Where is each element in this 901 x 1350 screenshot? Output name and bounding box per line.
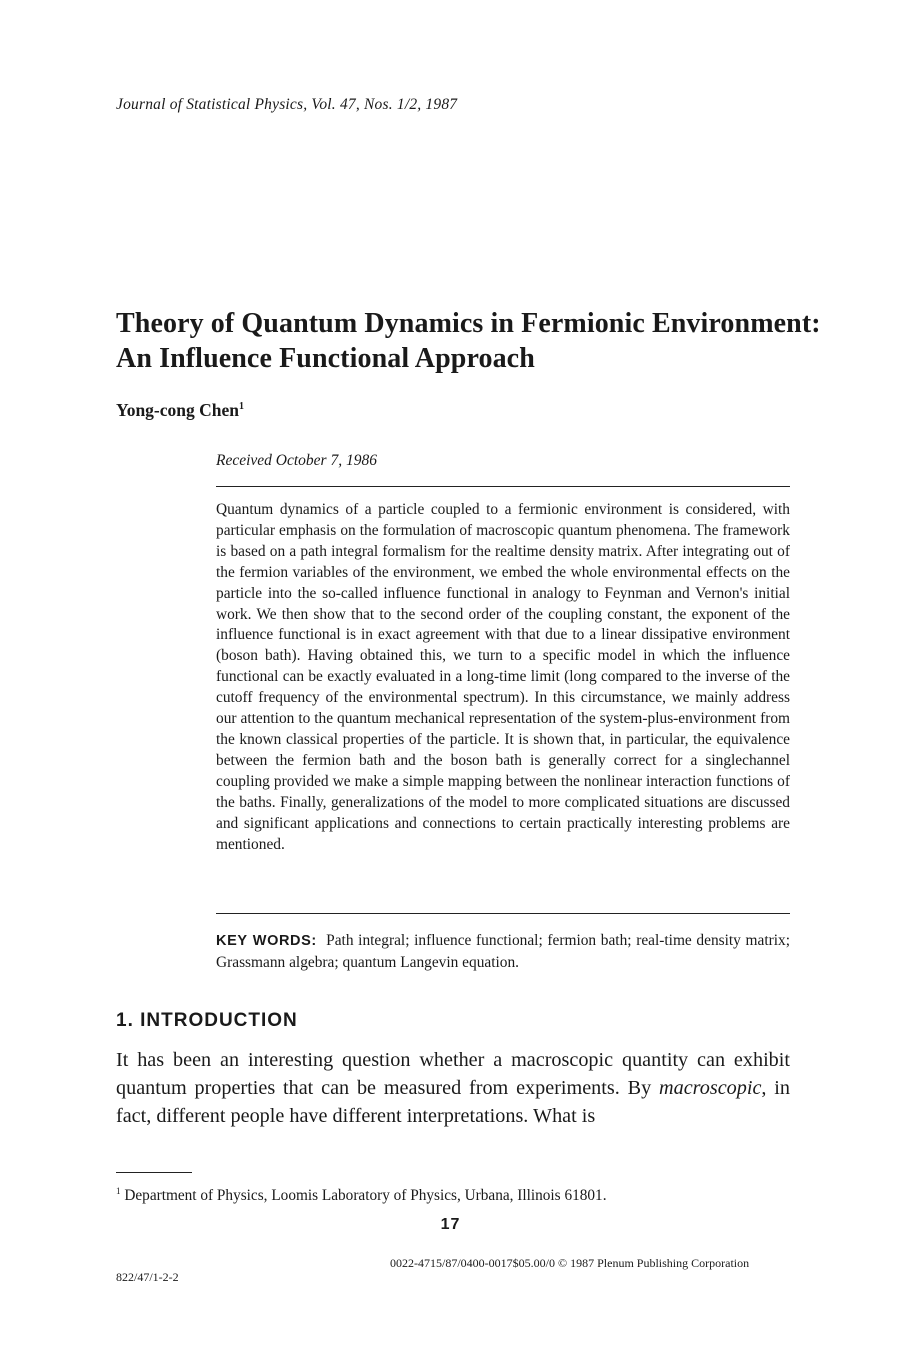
introduction-paragraph [116,1046,790,1130]
paper-title: Theory of Quantum Dynamics in Fermionic Environment: An Influence Functional Approach [116,308,821,374]
keywords-label: KEY WORDS: [216,933,317,949]
footnote [116,1186,607,1205]
page-number: 17 [440,1216,461,1233]
footnote-mark: 1 [116,1186,121,1196]
keywords [216,930,790,973]
footnote-text: Department of Physics, Loomis Laboratory of Physics, Urbana, Illinois 61801. [124,1187,607,1205]
intro-text-1: It has been an interesting question whether a macroscopic quantity can exhibit quantum properties that can be measured from experiments. By [116,1049,790,1099]
journal-citation: Journal of Statistical Physics, Vol. 47, Nos. 1/2, 1987 [116,96,458,113]
author [116,400,244,421]
author-footnote-mark: 1 [239,401,245,413]
keywords-text: Path integral; influence functional; fermion bath; real-time density matrix; Grassmann algebra; quantum Langevin equation. [216,932,790,971]
received-date: Received October 7, 1986 [216,452,377,469]
abstract-top-rule [216,486,790,487]
footnote-rule [116,1172,192,1173]
copyright-line: 0022-4715/87/0400-0017$05.00/0 © 1987 Plenum Publishing Corporation [390,1256,750,1270]
section-heading: 1. INTRODUCTION [116,1010,298,1031]
abstract-bottom-rule [216,913,790,914]
intro-text-2: , in fact, different people have different interpretations. What is [116,1077,790,1127]
author-name: Yong-cong Chen [116,400,240,420]
abstract: Quantum dynamics of a particle coupled to a fermionic environment is considered, with particular emphasis on the formulation of macroscopic quantum phenomena. The framework is based on a path integral formalism for the realtime density matrix. After integrating out of the fermion variables of the environment, we embed the whole environmental effects on the particle into the so-called influence functional in analogy to Feynman and Vernon's initial work. We then show that to the second order of the coupling constant, the exponent of the influence functional is in exact agreement with that due to a linear dissipative environment (boson bath). Having obtained this, we turn to a specific model in which the influence functional can be exactly evaluated in a long-time limit (long compared to the inverse of the cutoff frequency of the environmental spectrum). In this circumstance, we mainly address our attention to the quantum mechanical representation of the system-plus-environment from the known classical properties of the particle. It is shown that, in particular, the equivalence between the fermion bath and the boson bath is generally correct for a singlechannel coupling provided we make a simple mapping between the nonlinear interaction functions of the baths. Finally, generalizations of the model to more complicated situations are discussed and significant applications and connections to certain practically interesting problems are mentioned. [216,501,790,853]
print-code: 822/47/1-2-2 [116,1270,179,1284]
intro-emphasis: macroscopic [659,1077,762,1099]
